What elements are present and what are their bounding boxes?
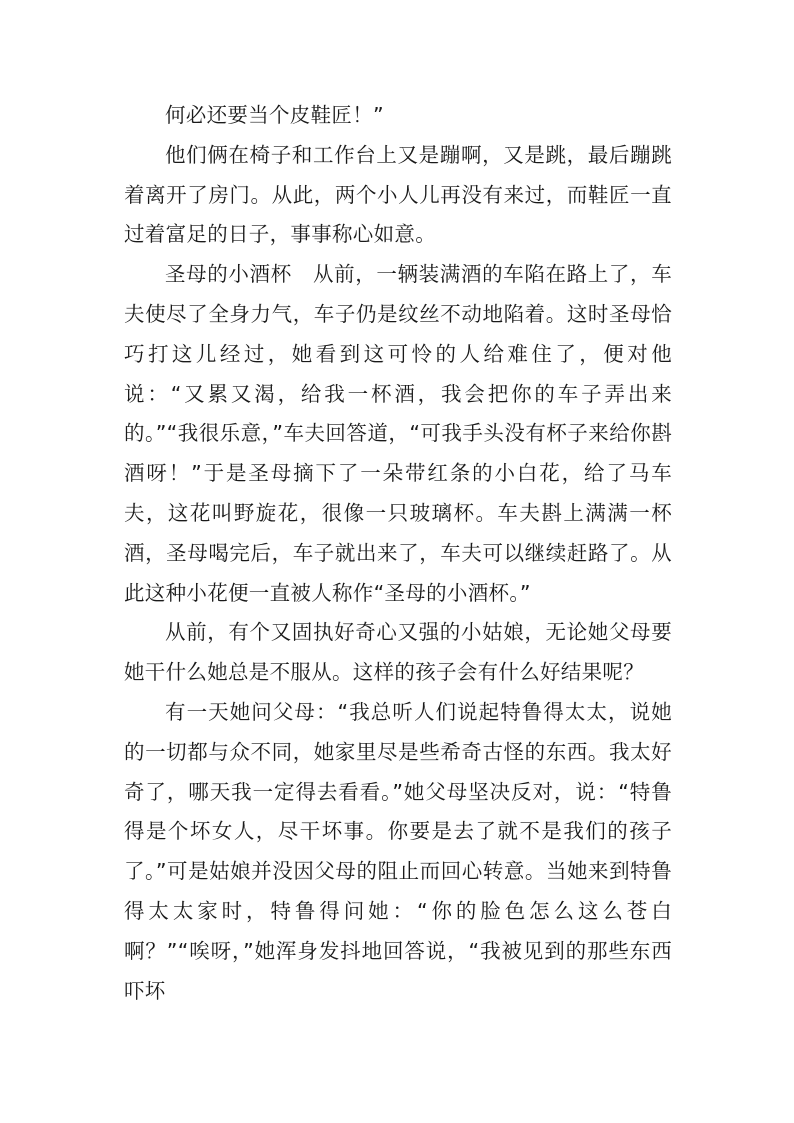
paragraph-1: 何必还要当个皮鞋匠！” (165, 103, 384, 127)
paragraph-4: 从前，有个又固执好奇心又强的小姑娘，无论她父母要她干什么她总是不服从。这样的孩子会有什么好结果呢？ (124, 620, 672, 685)
paragraph-5: 有一天她问父母：“我总听人们说起特鲁得太太，说她的一切都与众不同，她家里尽是些希奇古怪的东西。我太好奇了，哪天我一定得去看看。”她父母坚决反对，说：“特鲁得是个坏女人，尽干坏事。你要是去了就不是我们的孩子了。”可是姑娘并没因父母的阻止而回心转意。当她来到特鲁得太太家时，特鲁得问她：“你的脸色怎么这么苍白啊？”“唉呀，”她浑身发抖地回答说，“我被见到的那些东西吓坏 (124, 699, 672, 1003)
paragraph-2: 他们俩在椅子和工作台上又是蹦啊，又是跳，最后蹦跳着离开了房门。从此，两个小人儿再没有来过，而鞋匠一直过着富足的日子，事事称心如意。 (124, 142, 672, 247)
body-text (124, 96, 672, 1011)
paragraph-3: 圣母的小酒杯 从前，一辆装满酒的车陷在路上了，车夫使尽了全身力气，车子仍是纹丝不动地陷着。这时圣母恰巧打这儿经过，她看到这可怜的人给难住了，便对他说：“又累又渴，给我一杯酒，我会把你的车子弄出来的。”“我很乐意，”车夫回答道，“可我手头没有杯子来给你斟酒呀！”于是圣母摘下了一朵带红条的小白花，给了马车夫，这花叫野旋花，很像一只玻璃杯。车夫斟上满满一杯酒，圣母喝完后，车子就出来了，车夫可以继续赶路了。从此这种小花便一直被人称作“圣母的小酒杯。” (124, 262, 672, 605)
